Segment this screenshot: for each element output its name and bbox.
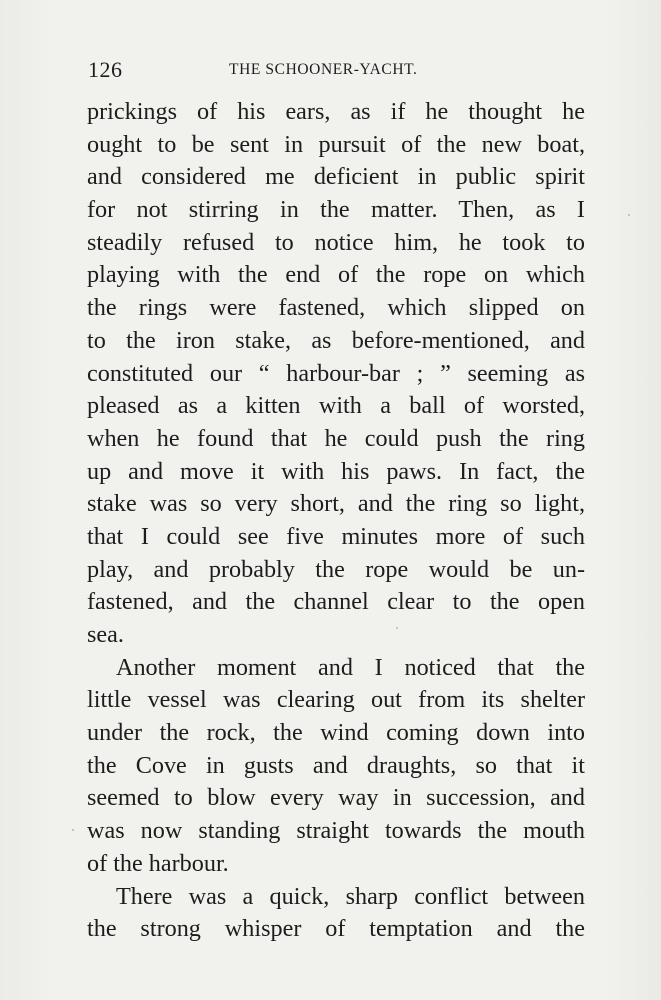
text-line: that I could see five minutes more of such <box>87 522 585 550</box>
text-line: for not stirring in the matter. Then, as I <box>87 196 585 224</box>
text-line: under the rock, the wind coming down into <box>87 719 585 747</box>
page-number: 126 <box>88 57 123 82</box>
text-line: pleased as a kitten with a ball of worsted, <box>87 392 585 420</box>
text-line: steadily refused to notice him, he took to <box>87 228 585 256</box>
paper-speck <box>628 214 630 216</box>
body-text <box>87 96 585 946</box>
text-line: to the iron stake, as before-mentioned, and <box>87 326 585 354</box>
text-line: the rings were fastened, which slipped on <box>87 294 585 322</box>
paper-speck <box>396 627 398 629</box>
paragraph-end-line: sea. <box>87 621 124 648</box>
text-line: the Cove in gusts and draughts, so that it <box>87 751 585 779</box>
text-line: and considered me deficient in public spirit <box>87 163 585 191</box>
text-line: seemed to blow every way in succession, and <box>87 784 585 812</box>
paper-speck <box>72 829 74 831</box>
text-line: little vessel was clearing out from its shelter <box>87 686 585 714</box>
paragraph-start-line: Another moment and I noticed that the <box>116 653 585 681</box>
text-line: ought to be sent in pursuit of the new boat, <box>87 130 585 158</box>
text-line: when he found that he could push the ring <box>87 424 585 452</box>
page-header <box>88 56 588 84</box>
text-line: was now standing straight towards the mouth <box>87 817 585 845</box>
text-line: stake was so very short, and the ring so light, <box>87 490 585 518</box>
running-head: THE SCHOONER-YACHT. <box>229 61 418 78</box>
text-line: play, and probably the rope would be un- <box>87 555 585 583</box>
text-line: playing with the end of the rope on which <box>87 261 585 289</box>
paragraph-end-line: of the harbour. <box>87 849 229 877</box>
text-line: fastened, and the channel clear to the open <box>87 588 585 616</box>
text-line: the strong whisper of temptation and the <box>87 915 585 943</box>
text-line: up and move it with his paws. In fact, the <box>87 457 585 485</box>
text-line: constituted our “ harbour-bar ; ” seeming as <box>87 359 585 387</box>
text-line: prickings of his ears, as if he thought he <box>87 98 585 125</box>
paragraph-start-line: There was a quick, sharp conflict between <box>116 882 585 910</box>
